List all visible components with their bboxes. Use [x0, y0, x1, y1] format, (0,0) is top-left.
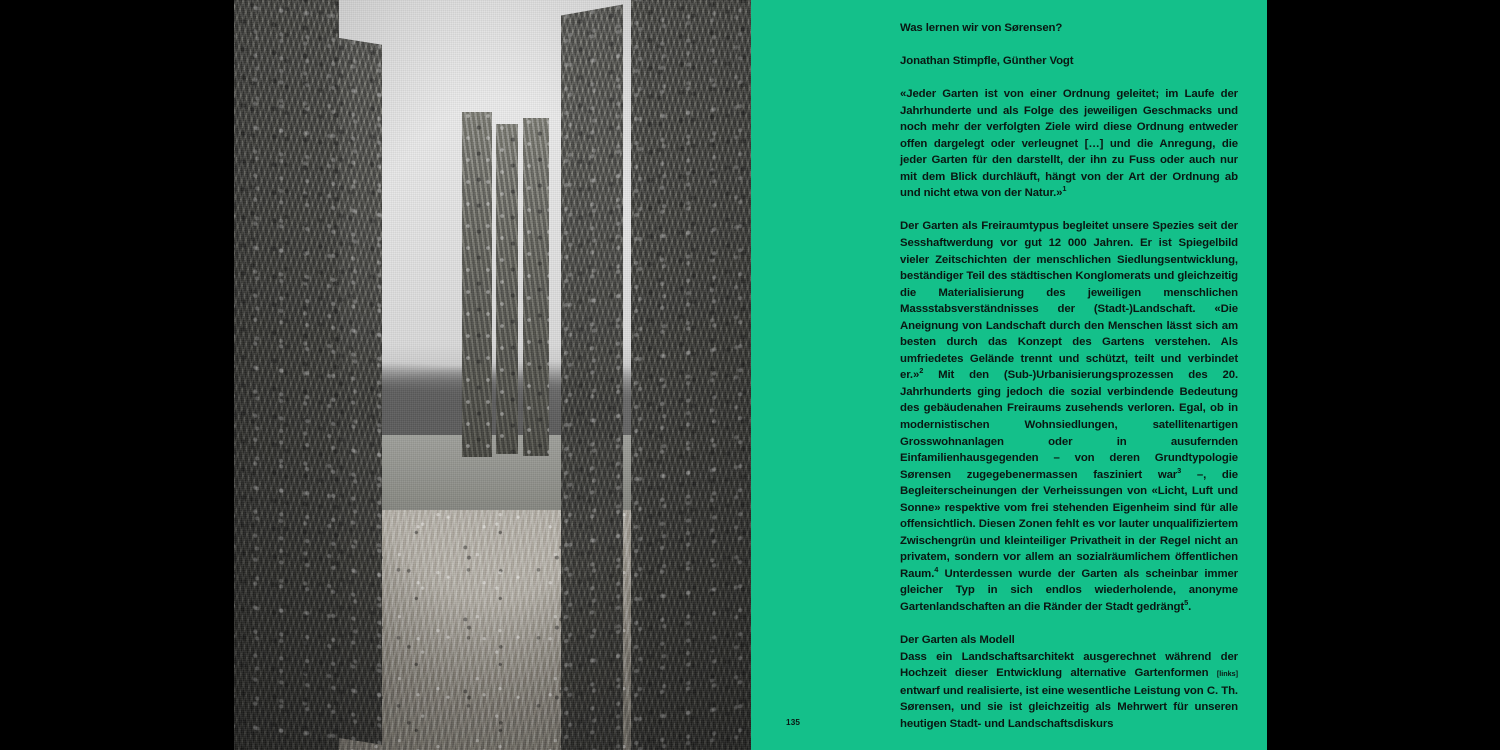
footnote-ref-1: 1 — [1062, 184, 1067, 194]
pull-quote-text: «Jeder Garten ist von einer Ordnung geleitet; im Laufe der Jahrhunderte und als Folge des jeweiligen Geschmacks und noch mehr der verfolgten Ziele wird diese Ordnung entweder offen dargelegt oder verleugnet […] und die Anregung, die jeder Garten für den darstellt, der ihn zu Fuss oder auch nur mit dem Blick durchläuft, hängt von der Art der Ordnung ab und nicht etwa von der Natur.» — [900, 88, 1238, 200]
footnote-ref-5: 5 — [1184, 598, 1189, 608]
article-authors: Jonathan Stimpfle, Günther Vogt — [900, 55, 1074, 68]
page-number: 135 — [786, 718, 801, 727]
body-paragraph — [900, 218, 1238, 615]
photograph-page — [234, 0, 751, 750]
footnote-ref-4: 4 — [934, 565, 939, 575]
marginal-cross-reference: [links] — [1216, 669, 1238, 679]
section-heading: Der Garten als Modell — [900, 634, 1015, 647]
body-segment-2: Mit den (Sub-)Urbanisierungsprozessen des 20. Jahrhunderts ging jedoch die sozial verbindende Bedeutung des gebäudenahen Freiraums zusehends verloren. Egal, ob in modernistischen Wohnsiedlungen, satellitenartigen Grosswohnanlagen oder in ausufernden Einfamilienhausgegenden – von deren Grundtypologie Sørensen zugegebenermassen fasziniert war — [900, 369, 1238, 481]
garden-photograph — [234, 0, 751, 750]
body-segment-1: Der Garten als Freiraumtypus begleitet unsere Spezies seit der Sesshaftwerdung vor gut 12 000 Jahren. Er ist Spiegelbild vieler Zeitschichten der menschlichen Siedlungsentwicklung, beständiger Teil des städtischen Konglomerats und gleichzeitig die Materialisierung des jeweiligen menschlichen Massstabsverständnisses der (Stadt-)Landschaft. «Die Aneignung von Landschaft durch den Menschen lässt sich am besten durch das Konzept des Gartens verstehen. Als umfriedetes Gelände trennt und schützt, teilt und verbindet er.» — [900, 220, 1238, 382]
body-segment-5: . — [1188, 601, 1192, 613]
text-page — [751, 0, 1267, 750]
pull-quote — [900, 86, 1238, 202]
footnote-ref-3: 3 — [1177, 465, 1182, 475]
text-column — [900, 20, 1238, 732]
article-title: Was lernen wir von Sørensen? — [900, 22, 1063, 34]
photo-grain — [234, 0, 751, 750]
body-segment-3: –, die Begleiterscheinungen der Verheissungen von «Licht, Luft und Sonne» respektive vom frei stehenden Eigenheim sind für alle offensichtlich. Diesen Zonen fehlt es vor lauter unqualifiziertem Zwischengrün und kleinteiliger Privatheit in der Regel nicht an privatem, sondern vor allem an sozialräumlichem öffentlichen Raum. — [900, 468, 1238, 580]
section-text-2: entwarf und realisierte, ist eine wesentliche Leistung von C. Th. Sørensen, und sie ist gleichzeitig als Mehrwert für unseren heutigen Stadt- und Landschaftsdiskurs — [900, 684, 1238, 730]
section-paragraph — [900, 649, 1238, 733]
footnote-ref-2: 2 — [919, 366, 924, 376]
section-text-1: Dass ein Landschaftsarchitekt ausgerechnet während der Hochzeit dieser Entwicklung alternative Gartenformen — [900, 650, 1238, 680]
body-segment-4: Unterdessen wurde der Garten als scheinbar immer gleicher Typ in sich endlos wiederholende, anonyme Gartenlandschaften an die Ränder der Stadt gedrängt — [900, 567, 1238, 613]
